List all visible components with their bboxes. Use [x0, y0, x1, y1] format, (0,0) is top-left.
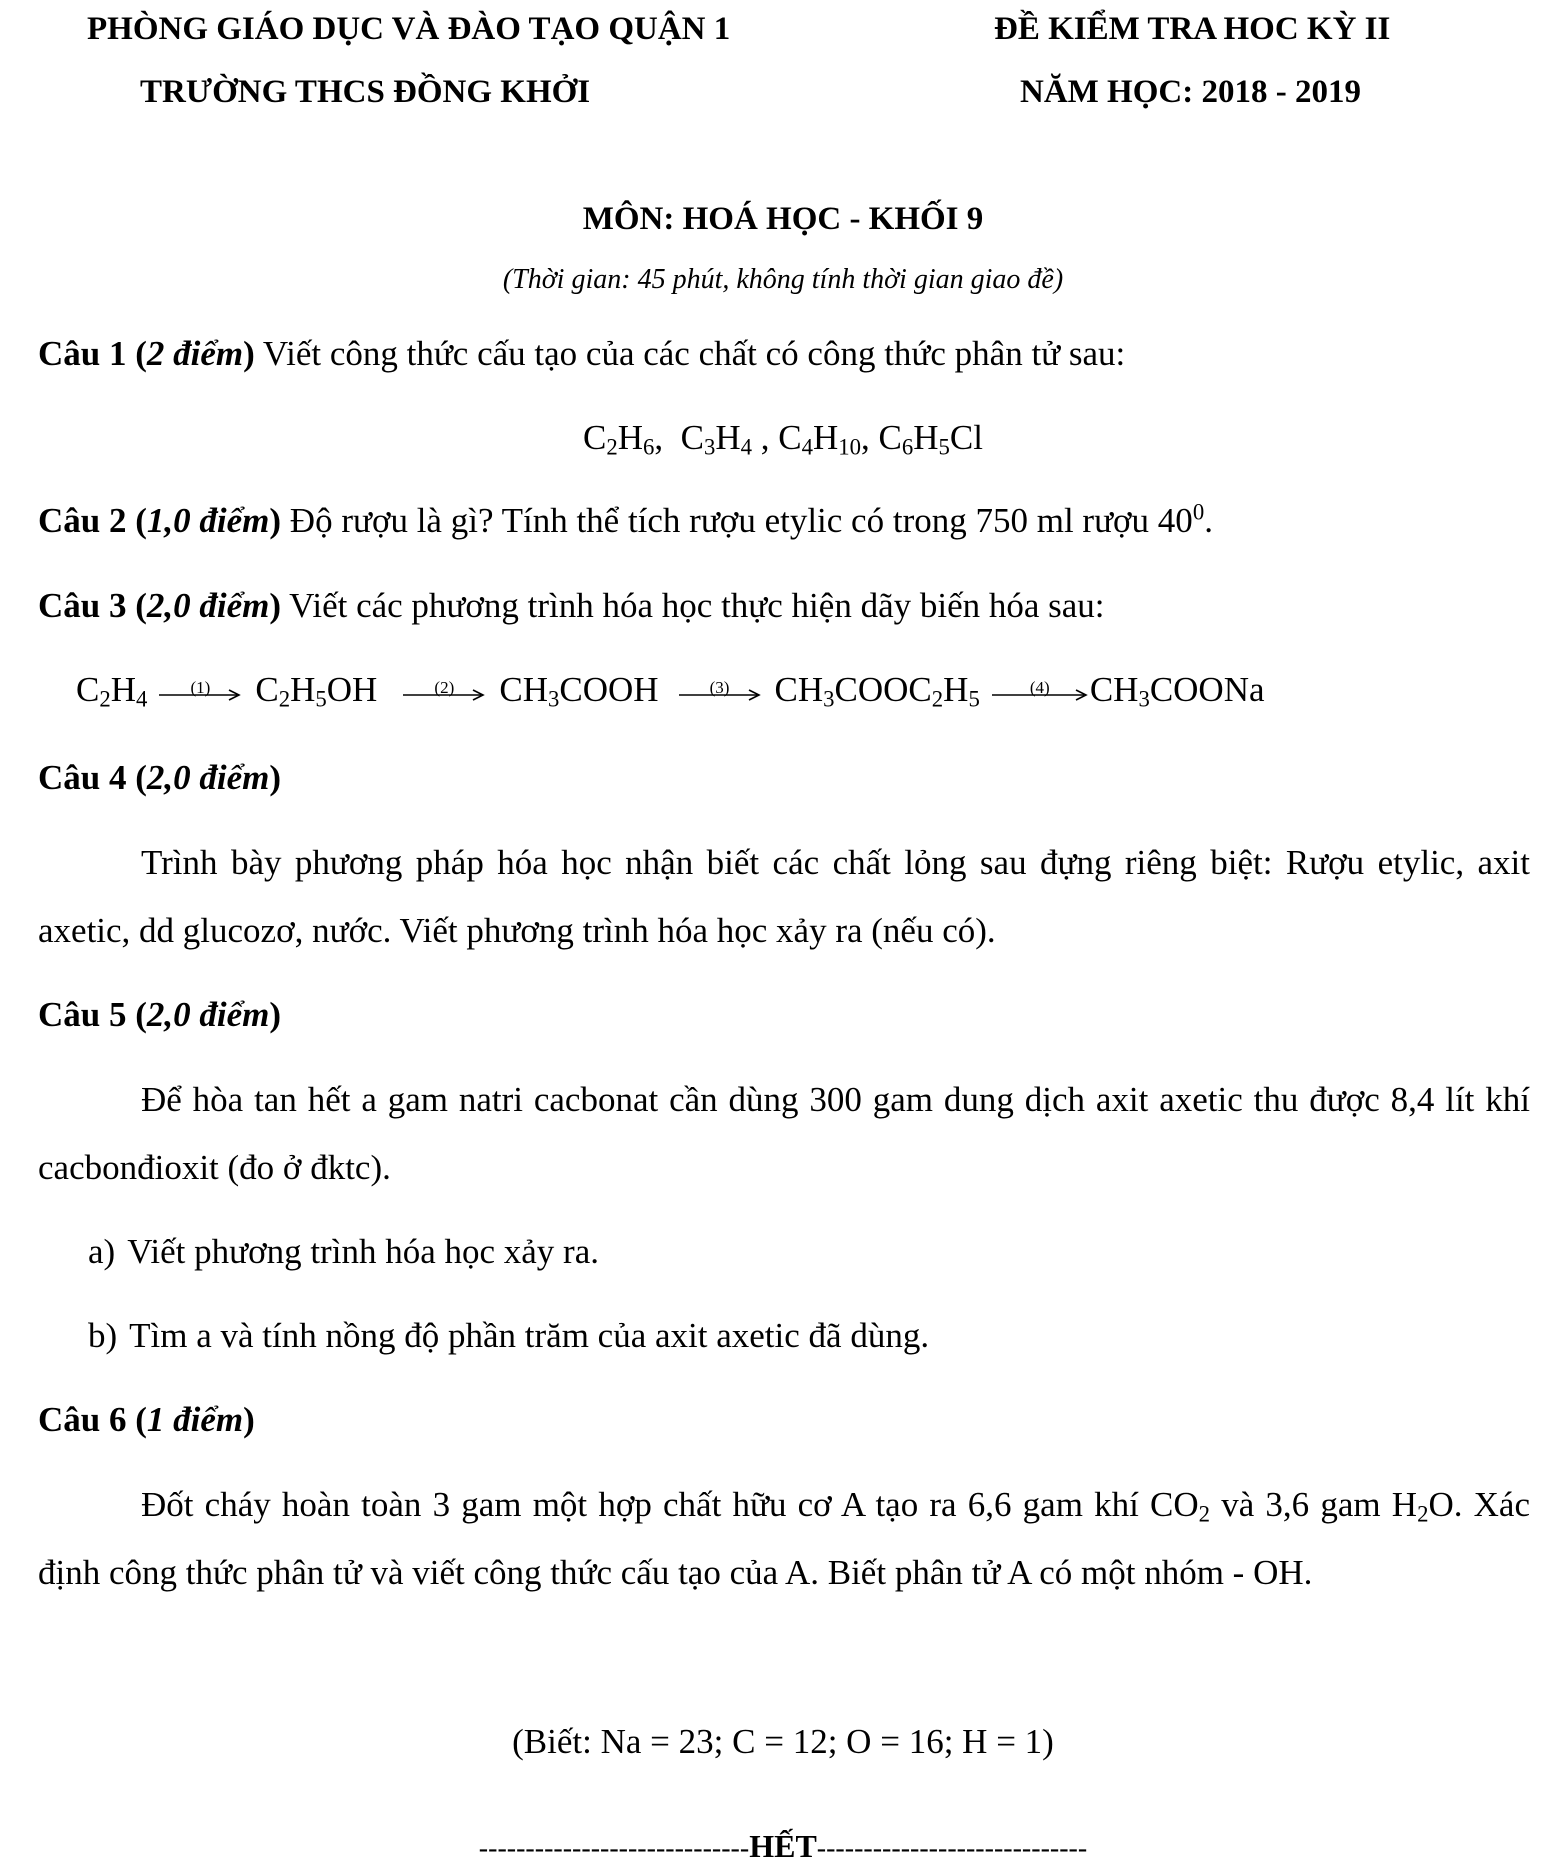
formula-c3h4: $C_3H_4$ , — [680, 418, 779, 460]
part-a-text: Viết phương trình hóa học xảy ra. — [127, 1232, 599, 1271]
question-5-heading — [38, 997, 281, 1032]
question-3 — [38, 588, 1105, 623]
species-ch3cooc2h5: $CH_3COOC_2H_5$ — [774, 670, 980, 712]
species-c2h4: $C_2H_4$ — [76, 670, 148, 712]
reaction-arrow-1: (1) — [159, 685, 241, 701]
department-name: PHÒNG GIÁO DỤC VÀ ĐÀO TẠO QUẬN 1 — [87, 11, 731, 47]
question-2-label: Câu 2 ( — [38, 501, 147, 540]
question-4-heading — [38, 760, 281, 795]
question-6-close: ) — [243, 1400, 255, 1439]
question-2-points: 1,0 điểm — [146, 501, 270, 540]
formula-c6h5cl: $C_6H_5Cl$ — [878, 418, 983, 460]
time-note: (Thời gian: 45 phút, không tính thời gian giao đề) — [502, 264, 1064, 295]
question-5-label: Câu 5 ( — [38, 995, 147, 1034]
question-4-label: Câu 4 ( — [38, 758, 147, 797]
part-a-marker: a) — [88, 1232, 116, 1271]
question-6-body: Đốt cháy hoàn toàn 3 gam một hợp chất hữu cơ A tạo ra 6,6 gam khí $CO_2$ và 3,6 gam $H_2O$. Xác định công thức phân tử và viết công thức cấu tạo của A. Biết phân tử A có một nhóm - OH. — [38, 1485, 1531, 1592]
question-2-text: Độ rượu là gì? Tính thể tích rượu etylic có trong 750 ml rượu 40 — [281, 501, 1193, 540]
reaction-arrow-3: (3) — [679, 685, 761, 701]
question-5-part-b — [88, 1318, 929, 1353]
co2-subscript: 2 — [1198, 1501, 1211, 1527]
atomic-masses: (Biết: Na = 23; C = 12; O = 16; H = 1) — [512, 1722, 1054, 1761]
question-4-close: ) — [269, 758, 282, 797]
question-1-points: 2 điểm — [146, 334, 244, 373]
question-3-label: Câu 3 ( — [38, 586, 147, 625]
reaction-chain — [76, 670, 1265, 712]
question-2-close: ) — [269, 501, 282, 540]
species-ch3cooh: $CH_3COOH$ — [499, 670, 659, 712]
question-1-close: ) — [243, 334, 255, 373]
question-5-body: Để hòa tan hết a gam natri cacbonat cần dùng 300 gam dung dịch axit axetic thu được 8,4 lít khí cacbonđioxit (đo ở đktc). — [38, 1080, 1530, 1187]
degree-superscript: 0 — [1192, 499, 1205, 525]
reaction-arrow-4: (4) — [992, 685, 1088, 701]
question-2-end: . — [1204, 501, 1213, 540]
question-5-points: 2,0 điểm — [146, 995, 270, 1034]
question-3-text: Viết các phương trình hóa học thực hiện dãy biến hóa sau: — [281, 586, 1105, 625]
formula-c4h10: $C_4H_{10}$, — [778, 418, 879, 460]
question-1 — [38, 336, 1125, 371]
question-1-label: Câu 1 ( — [38, 334, 147, 373]
question-5-close: ) — [269, 995, 282, 1034]
question-1-formulas — [0, 418, 1566, 460]
question-6-heading — [38, 1402, 255, 1437]
question-6-points: 1 điểm — [146, 1400, 244, 1439]
end-marker — [0, 1830, 1566, 1863]
footer-dashes-left: ----------------------------- — [478, 1833, 750, 1864]
question-1-text: Viết công thức cấu tạo của các chất có công thức phân tử sau: — [254, 334, 1126, 373]
school-name: TRƯỜNG THCS ĐỒNG KHỞI — [140, 74, 591, 110]
species-c2h5oh: $C_2H_5OH$ — [255, 670, 378, 712]
species-ch3coona: $CH_3COONa$ — [1089, 670, 1265, 712]
question-4-body: Trình bày phương pháp hóa học nhận biết các chất lỏng sau đựng riêng biệt: Rượu etylic, axit axetic, dd glucozơ, nước. Viết phương trình hóa học xảy ra (nếu có). — [38, 843, 1530, 950]
footer-dashes-right: ----------------------------- — [816, 1833, 1088, 1864]
question-4-points: 2,0 điểm — [146, 758, 270, 797]
question-2 — [38, 499, 1213, 540]
exam-title: ĐỀ KIỂM TRA HOC KỲ II — [994, 11, 1391, 47]
part-b-marker: b) — [88, 1316, 118, 1355]
question-6-label: Câu 6 ( — [38, 1400, 147, 1439]
h2o-subscript: 2 — [1417, 1501, 1429, 1527]
school-year: NĂM HỌC: 2018 - 2019 — [1020, 74, 1361, 110]
subject-title: MÔN: HOÁ HỌC - KHỐI 9 — [582, 201, 984, 237]
end-word: HẾT — [749, 1828, 817, 1864]
question-5-part-a — [88, 1234, 599, 1269]
question-3-points: 2,0 điểm — [146, 586, 270, 625]
reaction-arrow-2: (2) — [403, 685, 485, 701]
part-b-text: Tìm a và tính nồng độ phần trăm của axit axetic đã dùng. — [129, 1316, 930, 1355]
question-3-close: ) — [269, 586, 282, 625]
formula-c2h6: $C_2H_6$, — [582, 418, 681, 460]
